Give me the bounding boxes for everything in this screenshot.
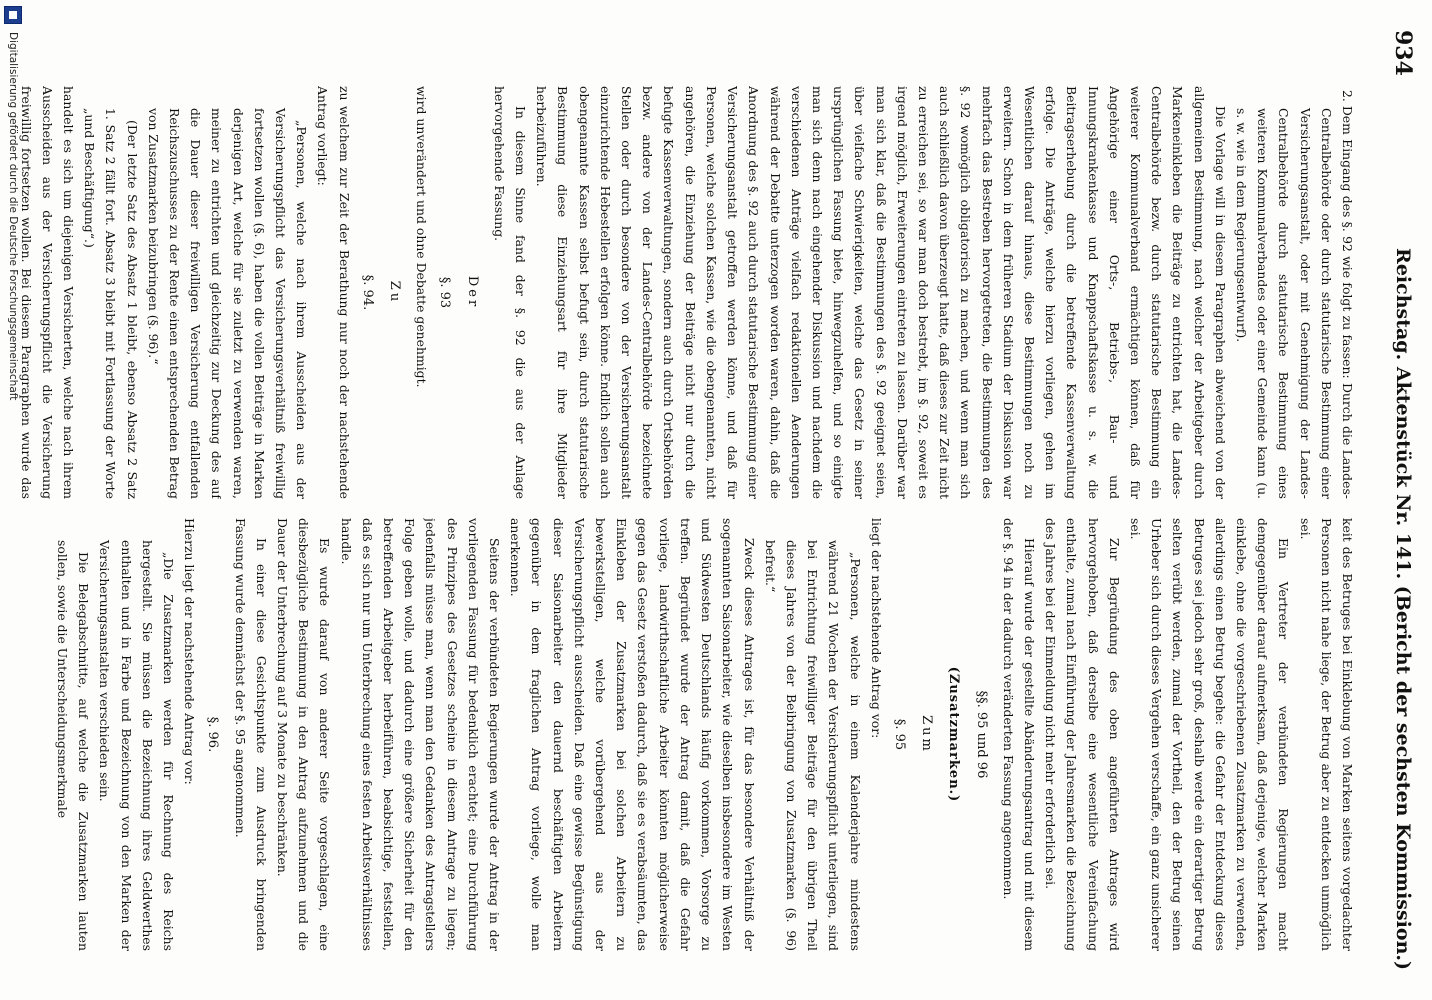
paragraph: zu welchem zur Zeit der Berathung nur noch der nachstehende Antrag vorliegt: (315, 86, 352, 499)
motion-note: (Der letzte Satz des Absatz 1 bleibt, ebenso Absatz 2 Satz 1. Satz 2 fällt fort. Absatz 3 bleibt mit Fortlassung der Worte „und Beschäftigung“.) (82, 108, 140, 499)
paragraph: wird unverändert und ohne Debatte genehmigt. (414, 86, 430, 388)
section-94-heading: Zu (387, 280, 403, 305)
paragraph: Zweck dieses Antrages ist, für das besondere Verhältniß der sogenannten Saisonarbeiter, wie dieselben insbesondere im Westen und Südwesten Deutschlands häufig vorkommen, Vorsorge zu treffen. Begründet wurde der Antrag damit, daß die Gefahr vorliege, landwirthschaftliche Arbeiter könnten möglicherweise gegen das Gesetz verstoßen dadurch, daß sie es verabsäumten, das Einkleben der Zusatzmarken bei solchen Arbeitern zu bewerkstelligen, welche vorübergehend aus der Versicherungspflicht ausscheiden. Daß eine gewisse Begünstigung dieser Saisonarbeiter den dauernd beschäftigten Arbeitern gegenüber in dem fraglichen Antrag vorliege, wolle man anerkennen. (508, 518, 757, 951)
paragraph: In diesem Sinne fand der §. 92 die aus der Anlage hervorgehende Fassung. (491, 86, 529, 499)
quoted-motion: Die Belegabschnitte, auf welche die Zusatzmarken lauten sollen, sowie die Unterscheidungsmerkmale (55, 540, 92, 951)
section-93-number: §. 93 (437, 276, 453, 309)
paragraph: liegt der nachstehende Antrag vor: (868, 518, 884, 739)
paragraph: Ein Vertreter der verbündeten Regierungen macht demgegenüber darauf aufmerksam, daß derjenige, welcher Marken einklebe, ohne die vorgeschriebenen Zusatzmarken zu verwenden, allerdings einen Betrug begehe: die Gefahr der Entdeckung dieses Betruges sei jedoch sehr groß, deshalb werde ein derartiger Betrug selten verübt werden, zumal der Vortheil, den der Betrug seinen Urheber sich durch dieses Vergehen verschaffe, ein ganz unsicherer sei. (1127, 518, 1292, 951)
quoted-motion: „Personen, welche in einem Kalenderjahre mindestens während 21 Wochen der Versicherungspflicht unterliegen, sind bei Entrichtung freiwilliger Beiträge für den übrigen Theil dieses Jahres von der Beibringung von Zusatzmarken (§. 96) befreit.“ (762, 540, 863, 951)
paragraph: Hierzu liegt der nachstehende Antrag vor: (182, 518, 198, 785)
footer-text: Digitalisierung gefördert durch die Deutsche Forschungsgemeinschaft (7, 32, 19, 401)
paragraph: keit des Betruges bei Einklebung von Marken seitens vorgedachter Personen nicht nahe liege, der Betrug aber zu entdecken unmöglich sei. (1297, 518, 1355, 951)
dfg-logo-icon (4, 6, 22, 24)
section-93-heading: Der (464, 275, 480, 310)
page-number: 934 (1390, 30, 1416, 76)
section-95-heading: Zum (919, 715, 935, 754)
digitization-footer (2, 0, 24, 1000)
section-95-number: §. 95 (891, 718, 907, 751)
paragraph: Die Vorlage will in diesem Paragraphen abweichend von der allgemeinen Bestimmung, nach welcher der Arbeitgeber durch Markeneinkleben die Beiträge zu entrichten hat, die Landes-Centralbehörde bezw. durch statutarische Bestimmung ein weiterer Kommunalverband ermächtigen können, daß für Angehörige einer Orts-, Betriebs-, Bau- und Innungskrankenkasse und Knappschaftskasse u. s. w. die Beitragserhebung durch die betreffende Kassenverwaltung erfolge. Die Anträge, welche hierzu vorliegen, gehen im Wesentlichen darauf hinaus, diese Bestimmungen noch zu erweitern. Schon in dem früheren Stadium der Diskussion war mehrfach das Bestreben hervorgetreten, die Bestimmungen des §. 92 womöglich obligatorisch zu machen, und wenn man sich auch schließlich davon überzeugt hatte, daß dieses zur Zeit nicht zu erreichen sei, so war man doch bestrebt, im §. 92, soweit es irgend möglich, Erweiterungen eintreten zu lassen. Darüber war man sich klar, daß die Bestimmungen des §. 92 geeignet seien, über vielfache Schwierigkeiten, welche das Gesetz in seiner ursprünglichen Fassung biete, hinwegzuhelfen, und so einigte man sich denn nach eingehender Diskussion und nachdem die verschiedenen Anträge vielfach redaktionellen Aenderungen während der Debatte unterzogen worden waren, dahin, daß die Anordnung des §. 92 auch durch statutarische Bestimmung einer Versicherungsanstalt getroffen werden könne, und daß für Personen, welche solchen Kassen, wie die obengenannten, nicht angehören, die Einziehung der Beiträge nicht nur durch die befugte Kassenverwaltungen, sondern auch durch Ortsbehörden bezw. andere von der Landes-Centralbehörde bezeichnete Stellen oder durch besondere von der Versicherungsanstalt einzurichtende Hebestellen erfolgen könne. Endlich sollen auch obengenannte Kassen selbst befugt sein, durch statutarische Bestimmung diese Einziehungsart für ihre Mitglieder herbeizuführen. (534, 86, 1228, 499)
page-header (1386, 30, 1420, 970)
item-2-number: 2. (1340, 90, 1355, 102)
paragraph: In einer diese Gesichtspunkte zum Ausdruck bringenden Fassung wurde demnächst der §. 95 angenommen. (232, 518, 269, 951)
paragraph: Zur Begründung des oben angeführten Antrages wird hervorgehoben, daß derselbe eine wesentliche Vereinfachung enthalte, zumal nach Einführung der Jahresmarken die Bezeichnung des Jahres bei der Einmeldung nicht mehr erforderlich sei. (1043, 518, 1122, 951)
paragraph: Seitens der verbündeten Regierungen wurde der Antrag in der vorliegenden Fassung für bedenklich erachtet; eine Durchführung des Prinzipes des Gesetzes scheine in diesem Antrage zu liegen; jedenfalls müsse man, wenn man den Gedanken des Antragstellers Folge geben wolle, und dadurch eine größere Sicherheit für den betreffenden Arbeitgeber herbeiführen, beabsichtige, feststellen, daß es sich nur um Unterbrechung eines festen Arbeitsverhältnisses handle. (338, 518, 503, 951)
paragraph: Es wurde darauf von anderer Seite vorgeschlagen, eine diesbezügliche Bestimmung in den Antrag aufzunehmen und die Dauer der Unterbrechung auf 3 Monate zu beschränken. (275, 518, 333, 951)
left-column (18, 86, 1358, 499)
right-column (18, 518, 1358, 951)
item-2 (1231, 86, 1358, 499)
quoted-motion: „Personen, welche nach ihrem Ausscheiden aus der Versicherungspflicht das Versicherungsverhältniß freiwillig fortsetzen wollen (§. 6), haben die vollen Beiträge in Marken derjenigen Art, welche für sie zuletzt zu verwenden waren, meiner zu entrichten und gleichzeitig zur Deckung des auf die Dauer dieser freiwilligen Versicherung entfallenden Reichszuschusses zu der Rente einen entsprechenden Betrag von Zusatzmarken beizubringen (§. 96).“ (145, 108, 310, 499)
running-title: Reichstag. Aktenstück Nr. 141. (Bericht der sechsten Kommission.) (1392, 248, 1414, 970)
section-95-96-number: §§. 95 und 96 (973, 690, 989, 779)
quoted-motion: „Die Zusatzmarken werden für Rechnung des Reichs hergestellt. Sie müssen die Bezeichnung ihres Geldwerthes enthalten und in Farbe und Bezeichnung von den Marken der Versicherungsanstalten verschieden sein. (97, 540, 177, 951)
paragraph: Hierauf wurde der gestellte Abänderungsantrag und mit diesem der §. 94 in der dadurch veränderten Fassung angenommen. (1000, 518, 1037, 951)
item-2-text: Dem Eingang des §. 92 wie folgt zu fassen: Durch die Landes-Centralbehörde oder durch statutarische Bestimmung einer Versicherungsanstalt, oder mit Genehmigung der Landes-Centralbehörde durch statutarische Bestimmung eines weiteren Kommunalverbandes oder einer Gemeinde kann (u. s. w. wie in dem Regierungsentwurf). (1233, 105, 1355, 499)
section-96-number: §. 96. (205, 716, 221, 753)
paragraph: handelt es sich um diejenigen Versicherten, welche nach ihrem Ausscheiden aus der Versicherungspflicht die Versicherung freiwillig fortsetzen wollen. Bei diesem Paragraphen wurde das (18, 86, 77, 499)
section-94-number: §. 94. (359, 274, 375, 311)
section-95-96-title: (Zusatzmarken.) (946, 666, 962, 803)
